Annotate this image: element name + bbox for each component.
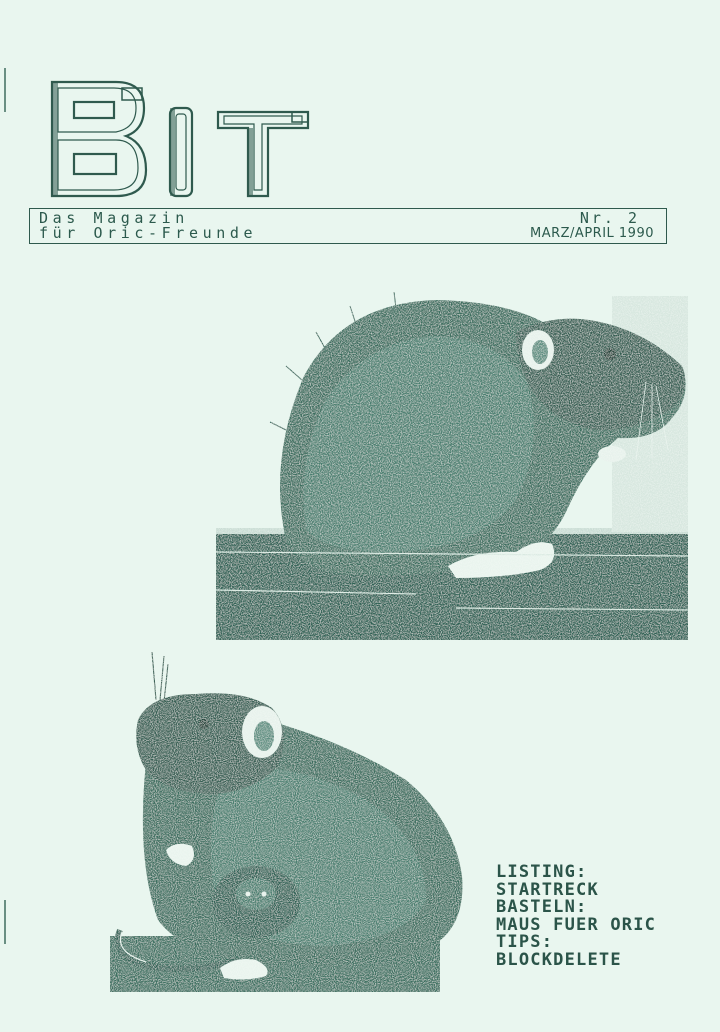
contents-item: BASTELN: (496, 897, 588, 918)
contents-item: BLOCKDELETE (496, 949, 622, 970)
contents-item: LISTING: (496, 862, 588, 882)
issue-number: Nr. 2 (579, 209, 640, 227)
issue-date: MARZ/APRIL 1990 (530, 226, 654, 241)
bit-logo (46, 74, 316, 202)
subtitle-line-2: für Oric-Freunde (39, 224, 258, 242)
contents-list (496, 864, 696, 970)
masthead-banner (29, 208, 667, 244)
staple-bottom (4, 900, 6, 944)
rat-photo-large (216, 290, 688, 640)
subtitle-line-1: Das Magazin (39, 209, 189, 227)
contents-item: TIPS: (496, 932, 554, 953)
staple-top (4, 68, 6, 112)
contents-item: MAUS FUER ORIC (496, 914, 657, 935)
contents-item: STARTRECK (496, 879, 599, 900)
rat-photo-small (106, 650, 468, 992)
